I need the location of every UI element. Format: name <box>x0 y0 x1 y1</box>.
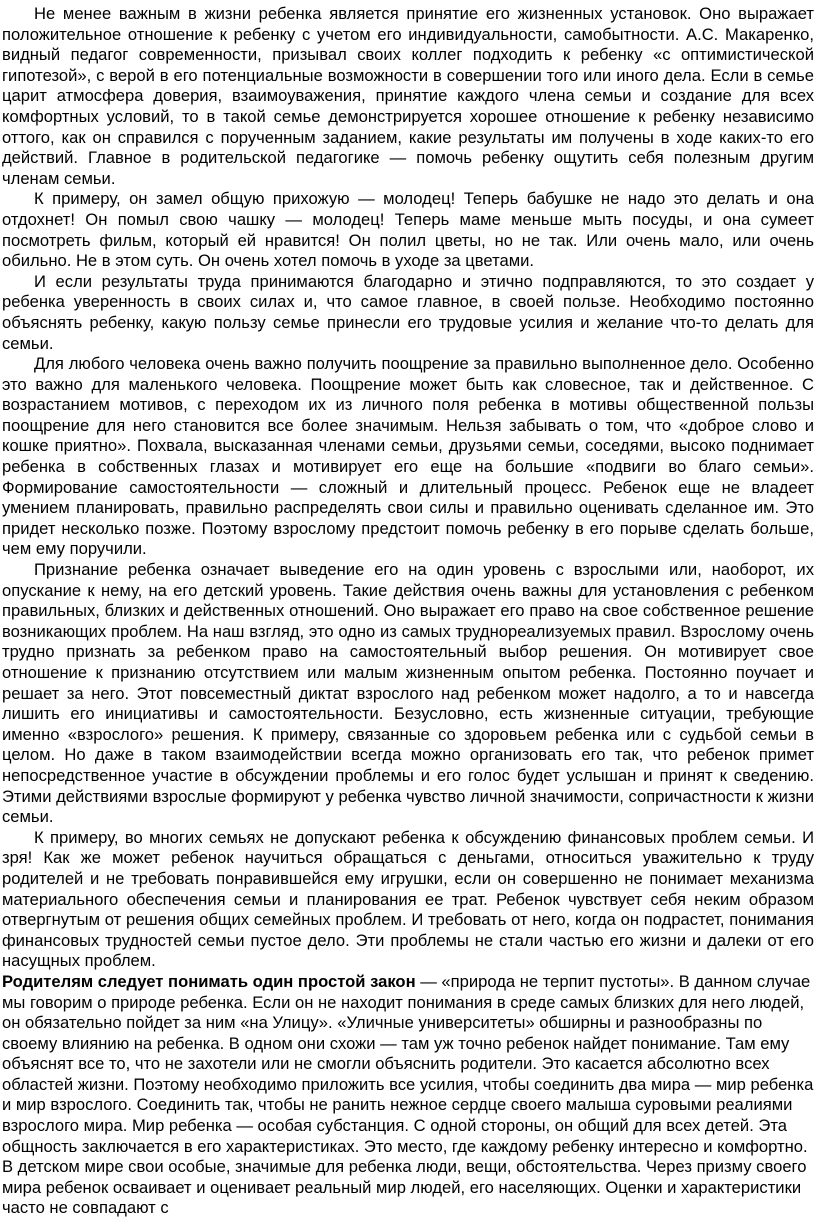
paragraph-example-help: К примеру, он замел общую прихожую — молодец! Теперь бабушке не надо это делать и она отдохнет! Он помыл свою чашку — молодец! Теперь маме меньше мыть посуды, и она сумеет посмотреть фильм, который ей нравится! Он полил цветы, но не так. Или очень мало, или очень обильно. Не в этом суть. Он очень хотел помочь в уходе за цветами. <box>2 189 814 271</box>
bold-lead-phrase: Родителям следует понимать один простой закон <box>2 971 416 991</box>
paragraph-acceptance: Не менее важным в жизни ребенка является принятие его жизненных установок. Оно выражает положительное отношение к ребенку с учетом его индивидуальности, самобытности. А.С. Макаренко, видный педагог современности, призывал своих коллег подходить к ребенку «с оптимистической гипотезой», с верой в его потенциальные возможности в совершении того или иного дела. Если в семье царит атмосфера доверия, взаимоуважения, принятие каждого члена семьи и создание для всех комфортных условий, то в такой семье демонстрируется хорошее отношение к ребенку независимо оттого, как он справился с порученным заданием, какие результаты им получены в ходе каких-то его действий. Главное в родительской педагогике — помочь ребенку ощутить себя полезным другим членам семьи. <box>2 4 814 188</box>
paragraph-results-of-work: И если результаты труда принимаются благодарно и этично подправляются, то это создает у ребенка уверенность в своих силах и, что самое главное, в своей пользе. Необходимо постоянно объяснять ребенку, какую пользу семье принесли его трудовые усилия и желание что-то делать для семьи. <box>2 271 814 353</box>
paragraph-law-text: — «природа не терпит пустоты». В данном случае мы говорим о природе ребенка. Если он не находит понимания в среде самых близких для него людей, он обязательно пойдет за ним «на Улицу». «Уличные университеты» обширны и разнообразны по своему влиянию на ребенка. В одном они схожи — там уж точно ребенок найдет понимание. Там ему объяснят все то, что не захотели или не смогли объяснить родители. Это касается абсолютно всех областей жизни. Поэтому необходимо приложить все усилия, чтобы соединить два мира — мир ребенка и мир взрослого. Соединить так, чтобы не ранить нежное сердце своего малыша суровыми реалиями взрослого мира. Мир ребенка — особая субстанция. С одной стороны, он общий для всех детей. Эта общность заключается в его характеристиках. Это место, где каждому ребенку интересно и комфортно. В детском мире свои особые, значимые для ребенка люди, вещи, обстоятельства. Через призму своего мира ребенок осваивает и оценивает реальный мир людей, его населяющих. Оценки и характеристики часто не совпадают с <box>2 971 814 1218</box>
paragraph-law-of-nature <box>2 972 814 1219</box>
paragraph-encouragement: Для любого человека очень важно получить поощрение за правильно выполненное дело. Особенно это важно для маленького человека. Поощрение может быть как словесное, так и действенное. С возрастанием мотивов, с переходом их из личного поля ребенка в мотивы общественной пользы поощрение для него становится все более значимым. Нельзя забывать о том, что «доброе слово и кошке приятно». Похвала, высказанная членами семьи, друзьями семьи, соседями, высоко поднимает ребенка в собственных глазах и мотивирует его еще на большие «подвиги во благо семьи». Формирование самостоятельности — сложный и длительный процесс. Ребенок еще не владеет умением планировать, правильно распределять свои силы и правильно оценивать сделанное им. Это придет несколько позже. Поэтому взрослому предстоит помочь ребенку в его порыве сделать больше, чем ему поручили. <box>2 354 814 559</box>
paragraph-financial-example: К примеру, во многих семьях не допускают ребенка к обсуждению финансовых проблем семьи. И зря! Как же может ребенок научиться обращаться с деньгами, относиться уважительно к труду родителей и не требовать понравившейся ему игрушки, если он совершенно не понимает механизма материального обеспечения семьи и планирования ее трат. Ребенок чувствует себя неким образом отвергнутым от решения общих семейных проблем. И требовать от него, когда он подрастет, понимания финансовых трудностей семьи пустое дело. Эти проблемы не стали частью его жизни и далеки от его насущных проблем. <box>2 827 814 971</box>
paragraph-recognition: Признание ребенка означает выведение его на один уровень с взрослыми или, наоборот, их опускание к нему, на его детский уровень. Такие действия очень важны для установления с ребенком правильных, близких и действенных отношений. Оно выражает его право на свое собственное решение возникающих проблем. На наш взгляд, это одно из самых труднореализуемых правил. Взрослому очень трудно признать за ребенком право на самостоятельный выбор решения. Он мотивирует свое отношение к признанию отсутствием или малым жизненным опытом ребенка. Постоянно поучает и решает за него. Этот повсеместный диктат взрослого над ребенком может надолго, а то и навсегда лишить его инициативы и самостоятельности. Безусловно, есть жизненные ситуации, требующие именно «взрослого» решения. К примеру, связанные со здоровьем ребенка или с судьбой семьи в целом. Но даже в таком взаимодействии всегда можно организовать его так, что ребенок примет непосредственное участие в обсуждении проблемы и его голос будет услышан и принят к сведению. Этими действиями взрослые формируют у ребенка чувство личной значимости, сопричастности к жизни семьи. <box>2 560 814 827</box>
